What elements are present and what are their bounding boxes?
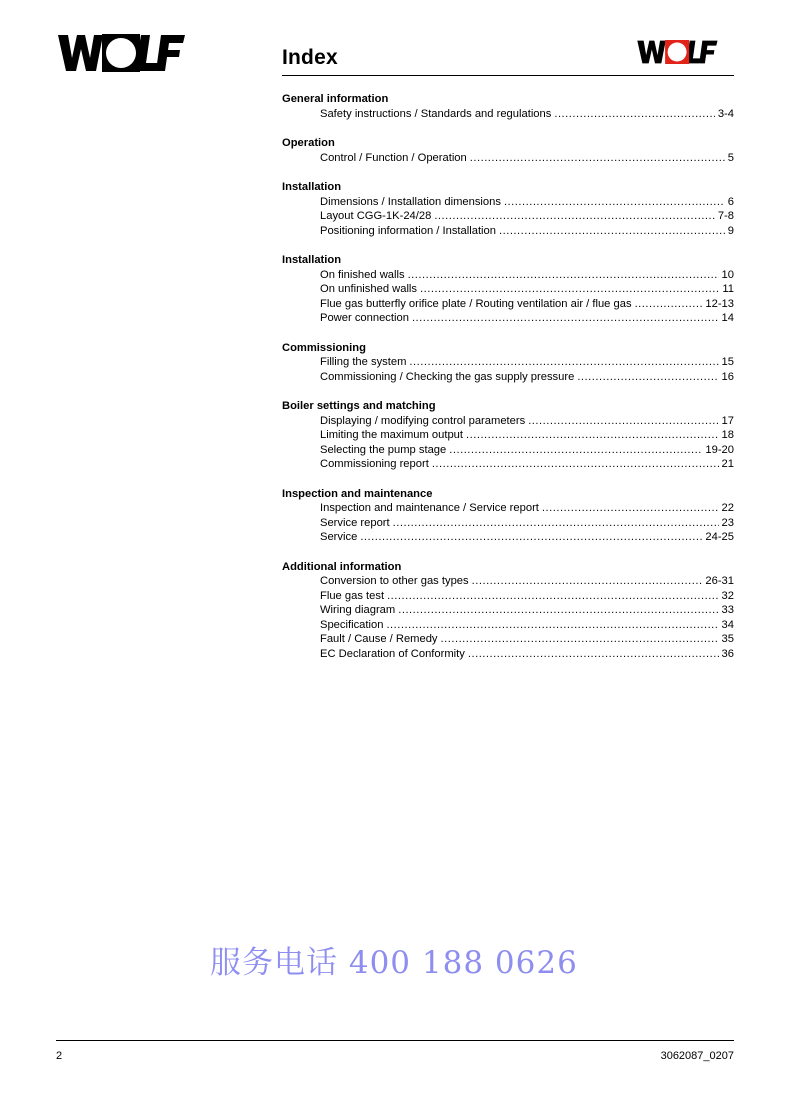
toc-entry-page: 23: [721, 516, 734, 529]
toc-section-title: Boiler settings and matching: [282, 400, 436, 412]
page-title: Index: [282, 46, 338, 69]
toc-section: [282, 560, 734, 662]
toc-dot-leader: [420, 282, 719, 297]
toc-section: [282, 341, 734, 385]
toc-section: [282, 399, 734, 472]
toc-entry-page: 3-4: [717, 107, 734, 120]
toc-entry: [282, 618, 734, 633]
toc-section: [282, 92, 734, 121]
toc-entry-page: 15: [721, 356, 734, 368]
footer-document-number: 3062087_0207: [660, 1050, 734, 1062]
toc-section-title: Operation: [282, 137, 335, 149]
toc-dot-leader: [577, 370, 718, 385]
toc-entry-page: 9: [727, 224, 734, 237]
toc-section-title: Commissioning: [282, 341, 366, 354]
toc-entry-page: 11: [722, 283, 734, 295]
toc-dot-leader: [635, 297, 703, 312]
toc-entry-label: Specification: [320, 618, 384, 631]
toc-dot-leader: [528, 414, 718, 429]
toc-entry: [282, 530, 734, 545]
toc-entry-page: 7-8: [717, 210, 734, 222]
toc-section: [282, 487, 734, 545]
toc-entry-page: 12-13: [705, 297, 734, 310]
toc-dot-leader: [554, 107, 714, 122]
toc-dot-leader: [386, 618, 718, 633]
toc-entry-label: Inspection and maintenance / Service report: [320, 502, 539, 514]
toc-section-title: Inspection and maintenance: [282, 487, 433, 500]
toc-entry-page: 26-31: [705, 575, 734, 587]
toc-entry-page: 17: [721, 414, 734, 427]
toc-entry-page: 21: [721, 458, 734, 470]
toc-entry: [282, 107, 734, 122]
toc-entry: [282, 209, 734, 224]
footer-page-number: 2: [56, 1050, 63, 1062]
toc-entry-label: Fault / Cause / Remedy: [320, 633, 438, 645]
toc-entry-page: 6: [727, 195, 734, 208]
toc-entry-label: Dimensions / Installation dimensions: [320, 195, 501, 208]
toc-dot-leader: [412, 311, 719, 326]
toc-entry: [282, 457, 734, 472]
toc-entry-label: Service report: [320, 516, 390, 529]
wolf-logo-small: [637, 40, 721, 64]
toc-entry-page: 18: [721, 429, 734, 441]
toc-dot-leader: [468, 647, 719, 662]
toc-dot-leader: [470, 151, 725, 166]
toc-section-title: Installation: [282, 181, 342, 193]
toc-dot-leader: [434, 209, 715, 224]
toc-entry: [282, 574, 734, 589]
toc-entry: [282, 516, 734, 531]
toc-entry: [282, 414, 734, 429]
toc-entry-page: 10: [721, 268, 734, 281]
toc-entry-label: Displaying / modifying control parameters: [320, 414, 526, 427]
toc-entry-page: 22: [721, 502, 734, 514]
toc-entry-label: EC Declaration of Conformity: [320, 647, 465, 660]
toc-dot-leader: [472, 574, 703, 589]
toc-section-title: General information: [282, 93, 389, 105]
toc-section-title: Installation: [282, 254, 342, 266]
toc-entry-page: 24-25: [705, 531, 734, 543]
toc-dot-leader: [360, 530, 702, 545]
toc-entry: [282, 224, 734, 239]
toc-entry-label: Layout CGG-1K-24/28: [320, 210, 432, 222]
toc-entry-label: Flue gas test: [320, 589, 385, 602]
toc-entry: [282, 297, 734, 312]
toc-entry-page: 5: [727, 151, 734, 164]
toc-entry-page: 36: [721, 647, 734, 660]
toc-dot-leader: [408, 268, 719, 283]
toc-entry: [282, 282, 734, 297]
toc-entry: [282, 647, 734, 662]
toc-entry-page: 19-20: [705, 443, 734, 456]
toc-entry-label: On unfinished walls: [320, 283, 418, 295]
toc-entry-page: 14: [721, 312, 734, 324]
toc-dot-leader: [449, 443, 702, 458]
toc-entry-label: Filling the system: [320, 356, 407, 368]
toc-entry-label: Control / Function / Operation: [320, 151, 467, 164]
wolf-logo: [58, 34, 190, 72]
table-of-contents: [282, 92, 734, 676]
toc-section-title: Additional information: [282, 560, 402, 573]
toc-entry-label: Safety instructions / Standards and regulations: [320, 107, 552, 120]
toc-entry-page: 34: [721, 618, 734, 631]
toc-dot-leader: [398, 603, 718, 618]
toc-section: [282, 180, 734, 238]
toc-dot-leader: [441, 632, 719, 647]
toc-entry-label: Wiring diagram: [320, 604, 396, 616]
toc-dot-leader: [393, 516, 719, 531]
toc-entry-label: Selecting the pump stage: [320, 443, 447, 456]
toc-entry: [282, 603, 734, 618]
toc-entry: [282, 501, 734, 516]
toc-entry-page: 16: [721, 370, 734, 383]
toc-entry-label: Conversion to other gas types: [320, 575, 469, 587]
toc-entry: [282, 443, 734, 458]
toc-entry-label: On finished walls: [320, 268, 405, 281]
toc-entry: [282, 195, 734, 210]
toc-entry-page: 32: [721, 589, 734, 602]
toc-entry: [282, 311, 734, 326]
toc-entry-page: 35: [721, 633, 734, 645]
toc-dot-leader: [504, 195, 725, 210]
toc-entry: [282, 589, 734, 604]
footer-divider: [56, 1040, 734, 1041]
toc-entry: [282, 632, 734, 647]
watermark-text: 服务电话 400 188 0626: [210, 945, 578, 981]
toc-dot-leader: [466, 428, 719, 443]
toc-entry-page: 33: [721, 604, 734, 616]
toc-entry: [282, 428, 734, 443]
toc-dot-leader: [409, 355, 718, 370]
toc-entry-label: Service: [320, 531, 358, 543]
toc-dot-leader: [387, 589, 718, 604]
toc-entry: [282, 355, 734, 370]
toc-entry-label: Commissioning / Checking the gas supply pressure: [320, 370, 575, 383]
toc-section: [282, 253, 734, 326]
toc-entry: [282, 268, 734, 283]
toc-dot-leader: [499, 224, 725, 239]
title-divider: [282, 75, 734, 76]
toc-section: [282, 136, 734, 165]
toc-entry: [282, 370, 734, 385]
toc-entry-label: Flue gas butterfly orifice plate / Routing ventilation air / flue gas: [320, 297, 632, 310]
toc-entry-label: Limiting the maximum output: [320, 429, 464, 441]
toc-entry-label: Commissioning report: [320, 458, 429, 470]
toc-dot-leader: [432, 457, 719, 472]
toc-dot-leader: [542, 501, 719, 516]
toc-entry-label: Power connection: [320, 312, 409, 324]
toc-entry: [282, 151, 734, 166]
toc-entry-label: Positioning information / Installation: [320, 224, 496, 237]
